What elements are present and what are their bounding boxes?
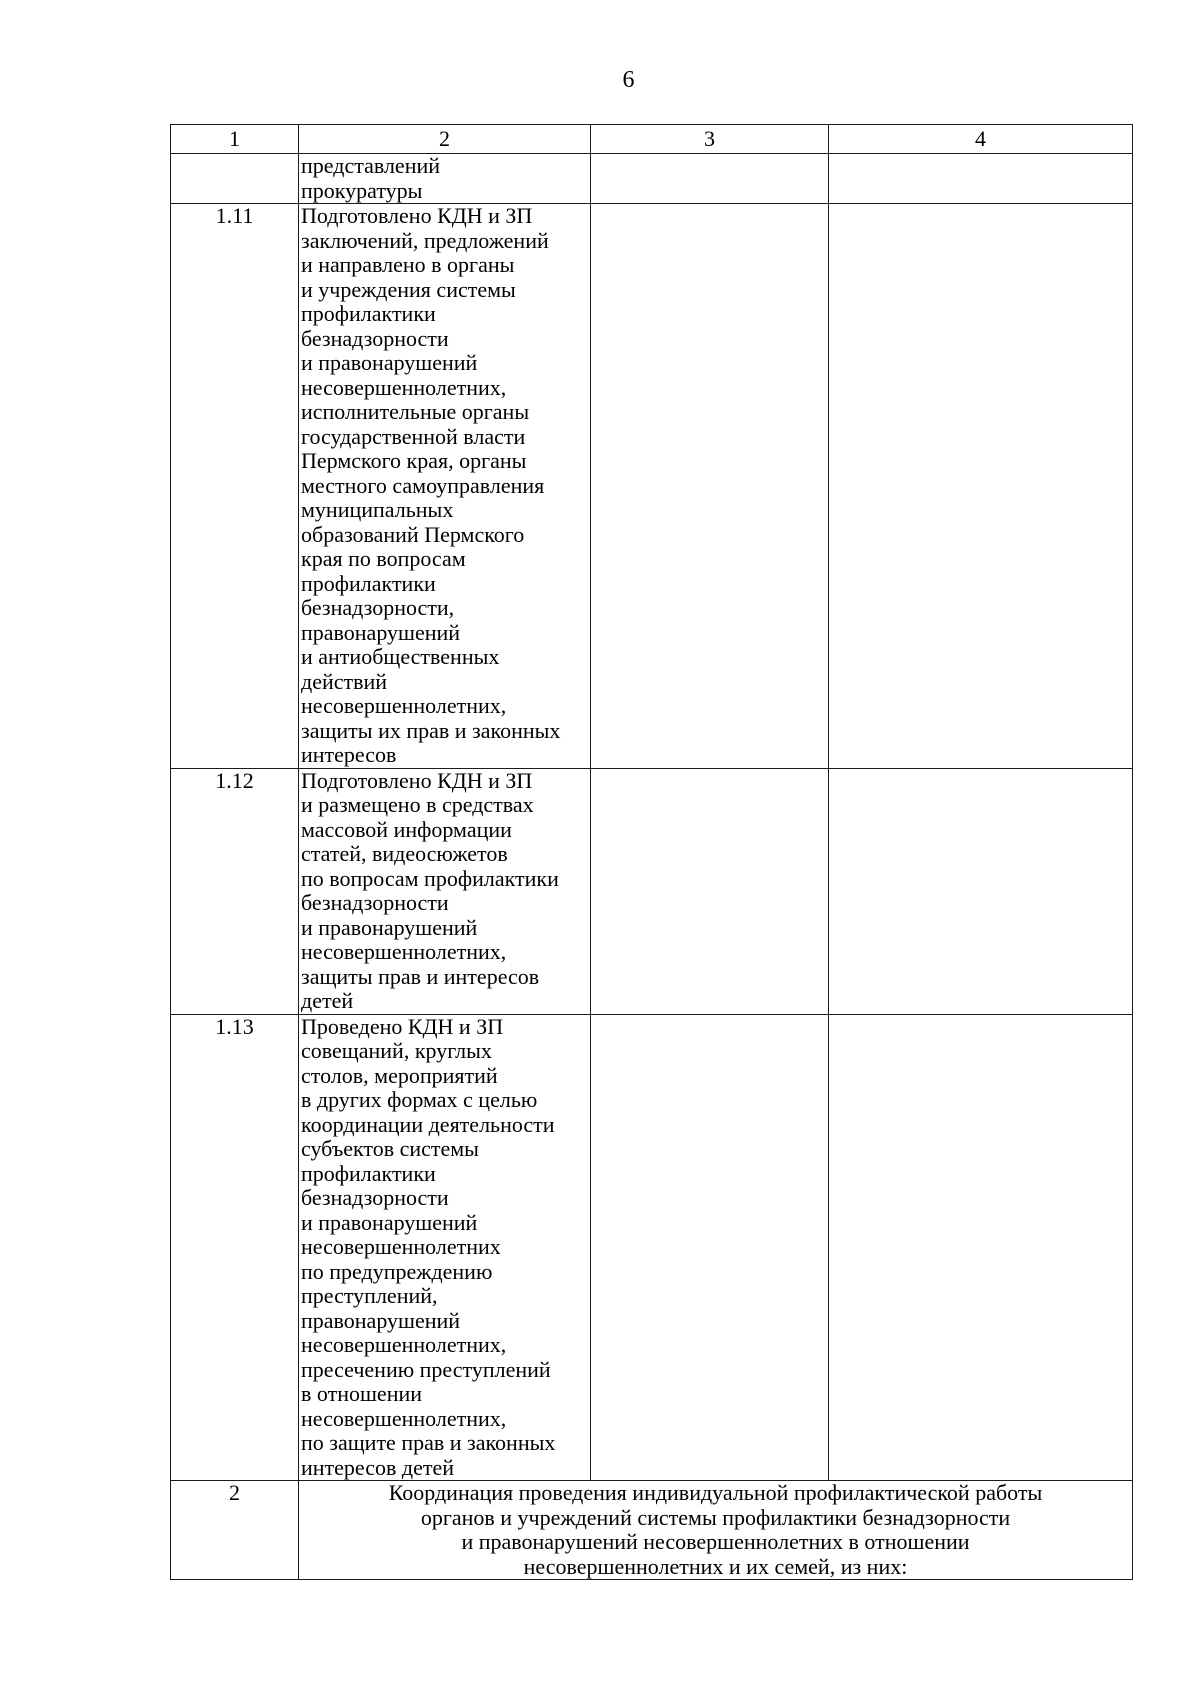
row-number: [171, 154, 299, 204]
row-value-col4: [829, 204, 1133, 769]
column-header-2: 2: [299, 125, 591, 154]
row-value-col4: [829, 768, 1133, 1014]
column-header-1: 1: [171, 125, 299, 154]
row-value-col3: [591, 1014, 829, 1481]
column-header-3: 3: [591, 125, 829, 154]
table-row: [171, 204, 1133, 769]
table-row: [171, 1014, 1133, 1481]
row-value-col3: [591, 154, 829, 204]
row-description: Подготовлено КДН и ЗП заключений, предложений и направлено в органы и учреждения системы профилактики безнадзорности и правонарушений несовершеннолетних, исполнительные органы государственной власти Пермского края, органы местного самоуправления муниципальных образований Пермского края по вопросам профилактики безнадзорности, правонарушений и антиобщественных действий несовершеннолетних, защиты их прав и законных интересов: [299, 204, 591, 769]
row-value-col3: [591, 204, 829, 769]
row-description: представлений прокуратуры: [299, 154, 591, 204]
row-value-col4: [829, 154, 1133, 204]
table-row: [171, 768, 1133, 1014]
column-header-4: 4: [829, 125, 1133, 154]
section-number: 2: [171, 1481, 299, 1580]
row-description: Подготовлено КДН и ЗП и размещено в средствах массовой информации статей, видеосюжетов по вопросам профилактики безнадзорности и правонарушений несовершеннолетних, защиты прав и интересов детей: [299, 768, 591, 1014]
report-table: [170, 124, 1133, 1580]
row-number: 1.11: [171, 204, 299, 769]
section-heading: Координация проведения индивидуальной профилактической работы органов и учреждений системы профилактики безнадзорности и правонарушений несовершеннолетних в отношении несовершеннолетних и их семей, из них:: [299, 1481, 1133, 1580]
row-number: 1.12: [171, 768, 299, 1014]
section-row: [171, 1481, 1133, 1580]
row-value-col3: [591, 768, 829, 1014]
row-value-col4: [829, 1014, 1133, 1481]
table-header-row: [171, 125, 1133, 154]
row-number: 1.13: [171, 1014, 299, 1481]
row-description: Проведено КДН и ЗП совещаний, круглых столов, мероприятий в других формах с целью координации деятельности субъектов системы профилактики безнадзорности и правонарушений несовершеннолетних по предупреждению преступлений, правонарушений несовершеннолетних, пресечению преступлений в отношении несовершеннолетних, по защите прав и законных интересов детей: [299, 1014, 591, 1481]
page-number: 6: [622, 67, 635, 93]
table-row: [171, 154, 1133, 204]
